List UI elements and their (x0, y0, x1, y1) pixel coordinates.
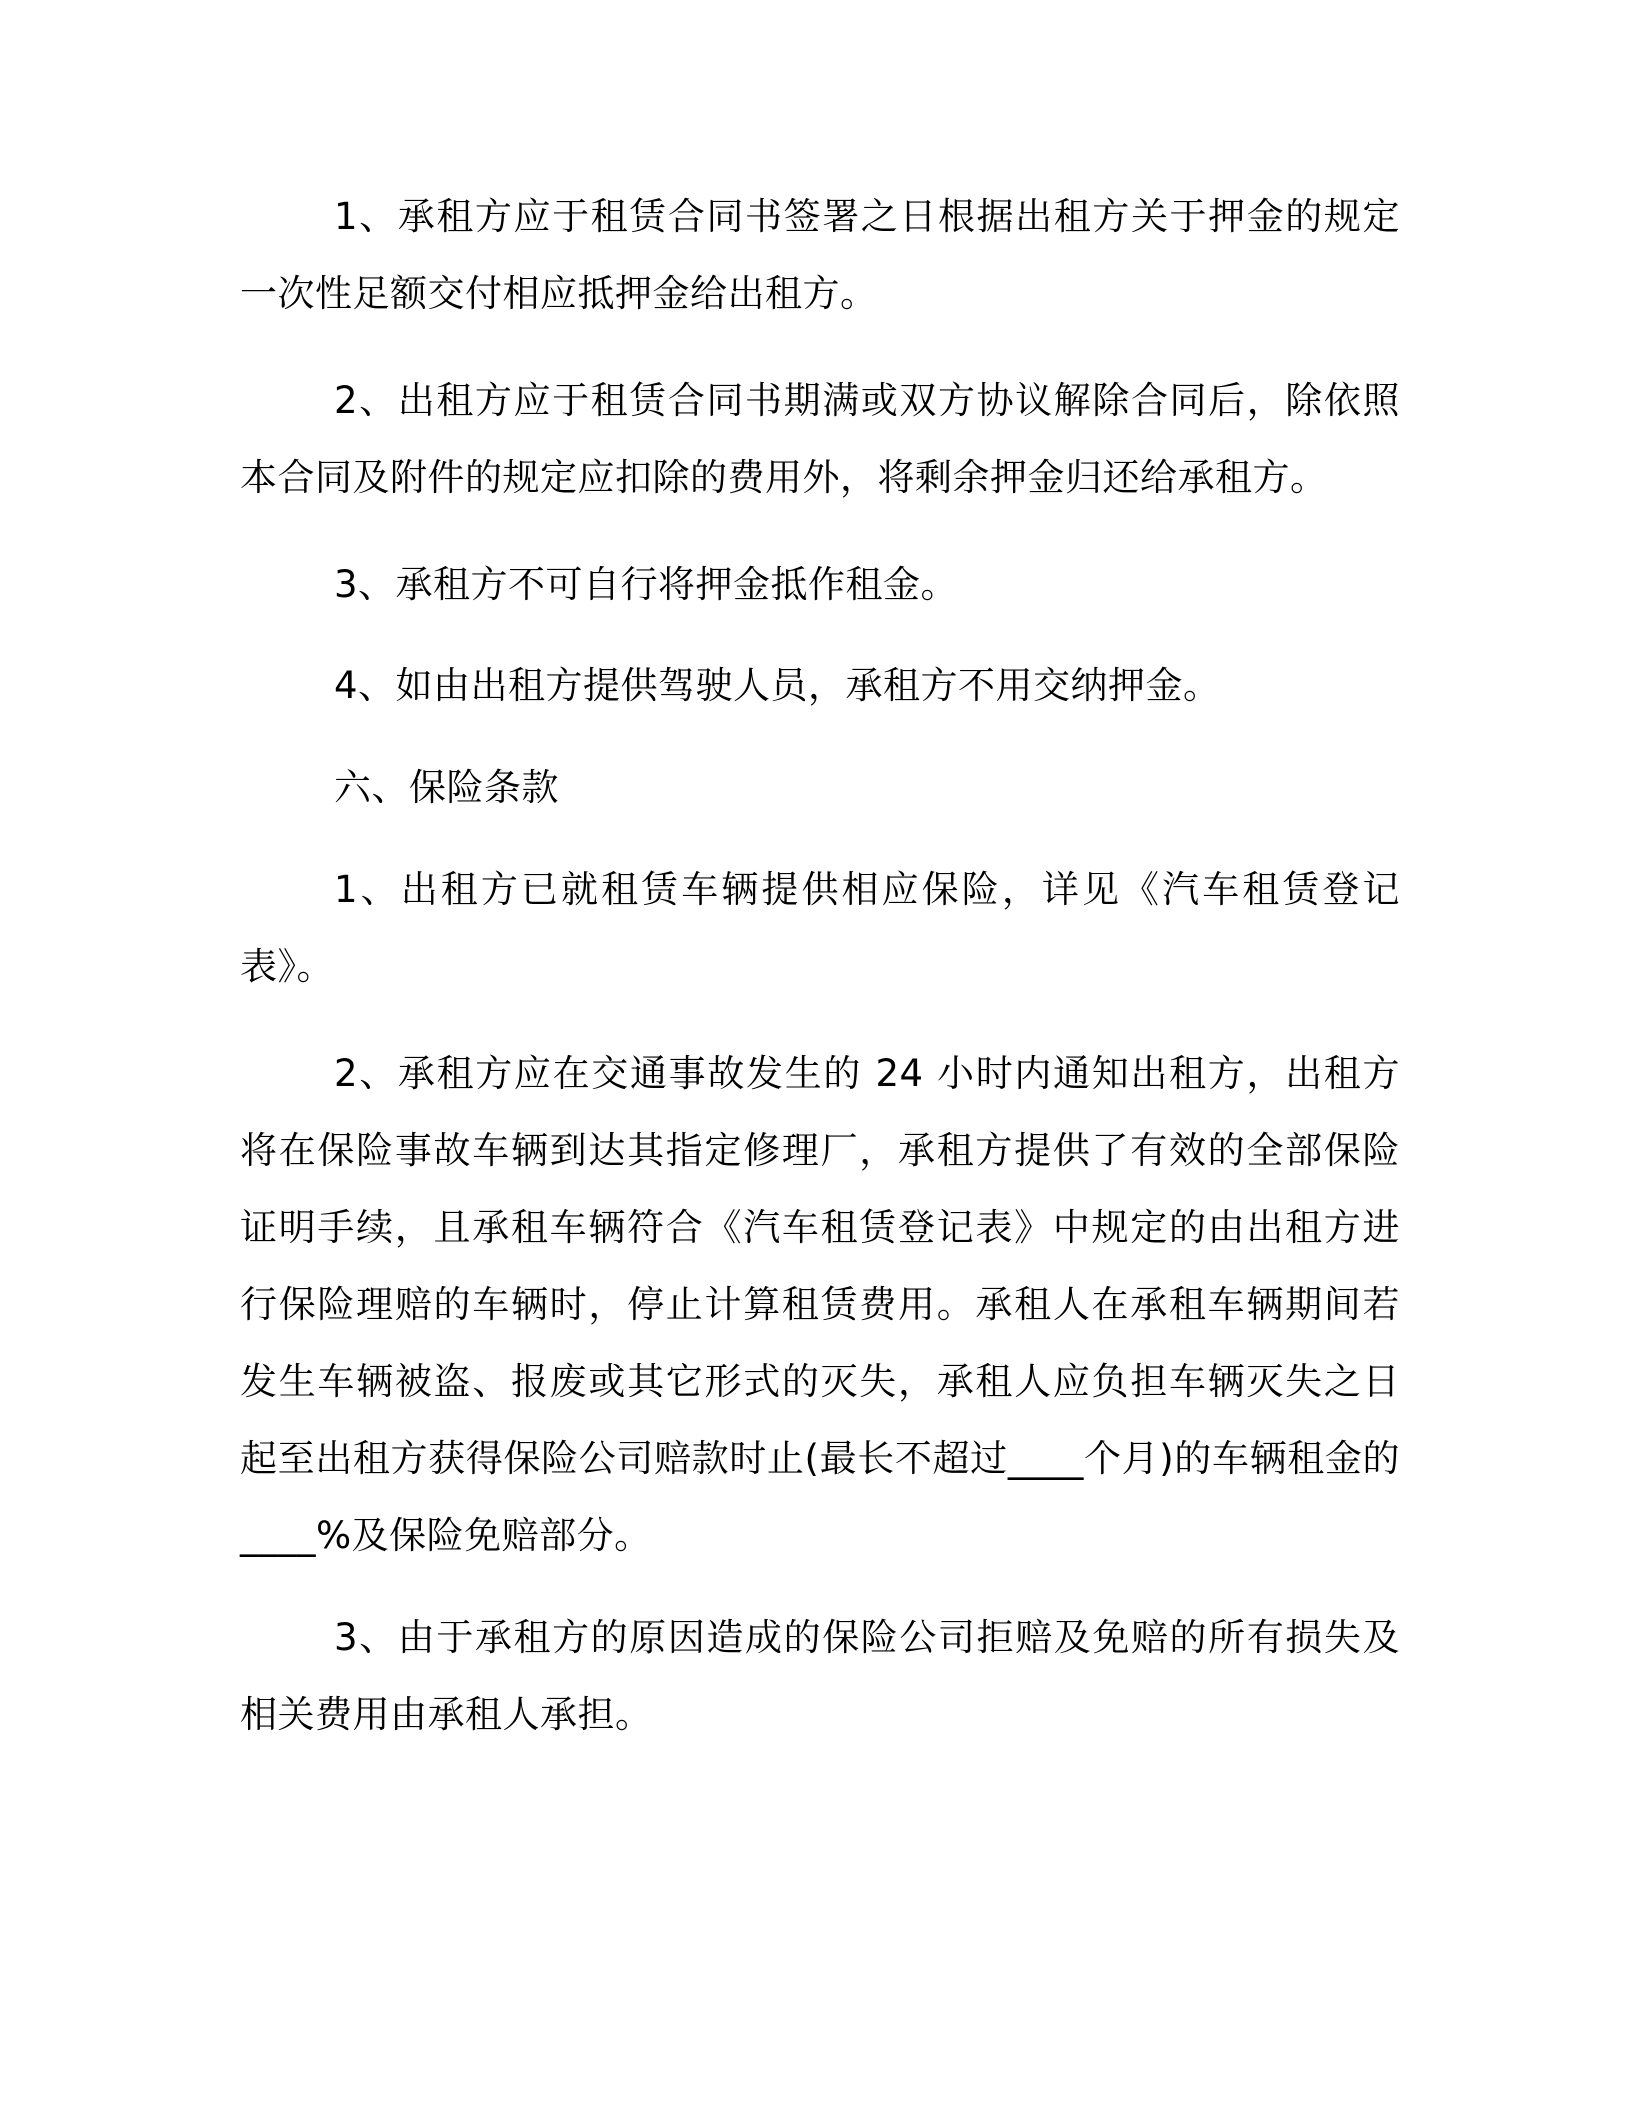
paragraph-insurance-1: 1、出租方已就租赁车辆提供相应保险，详见《汽车租赁登记表》。 (240, 868, 1400, 988)
section-heading-insurance: 六、保险条款 (334, 766, 559, 809)
paragraph-insurance-3: 3、由于承租方的原因造成的保险公司拒赔及免赔的所有损失及相关费用由承租人承担。 (240, 1616, 1400, 1736)
paragraph-deposit-4: 4、如由出租方提供驾驶人员，承租方不用交纳押金。 (334, 664, 1221, 707)
paragraph-insurance-2: 2、承租方应在交通事故发生的 24 小时内通知出租方，出租方将在保险事故车辆到达其指定修理厂，承租方提供了有效的全部保险证明手续，且承租车辆符合《汽车租赁登记表》中规定的由出租方进行保险理赔的车辆时，停止计算租赁费用。承租人在承租车辆期间若发生车辆被盗、报废或其它形式的灭失，承租人应负担车辆灭失之日起至出租方获得保险公司赔款时止(最长不超过____个月)的车辆租金的____%及保险免赔部分。 (240, 1052, 1400, 1557)
paragraph-deposit-3: 3、承租方不可自行将押金抵作租金。 (334, 563, 959, 606)
paragraph-deposit-2: 2、出租方应于租赁合同书期满或双方协议解除合同后，除依照本合同及附件的规定应扣除的费用外，将剩余押金归还给承租方。 (240, 379, 1400, 499)
paragraph-deposit-1: 1、承租方应于租赁合同书签署之日根据出租方关于押金的规定一次性足额交付相应抵押金给出租方。 (240, 195, 1400, 315)
